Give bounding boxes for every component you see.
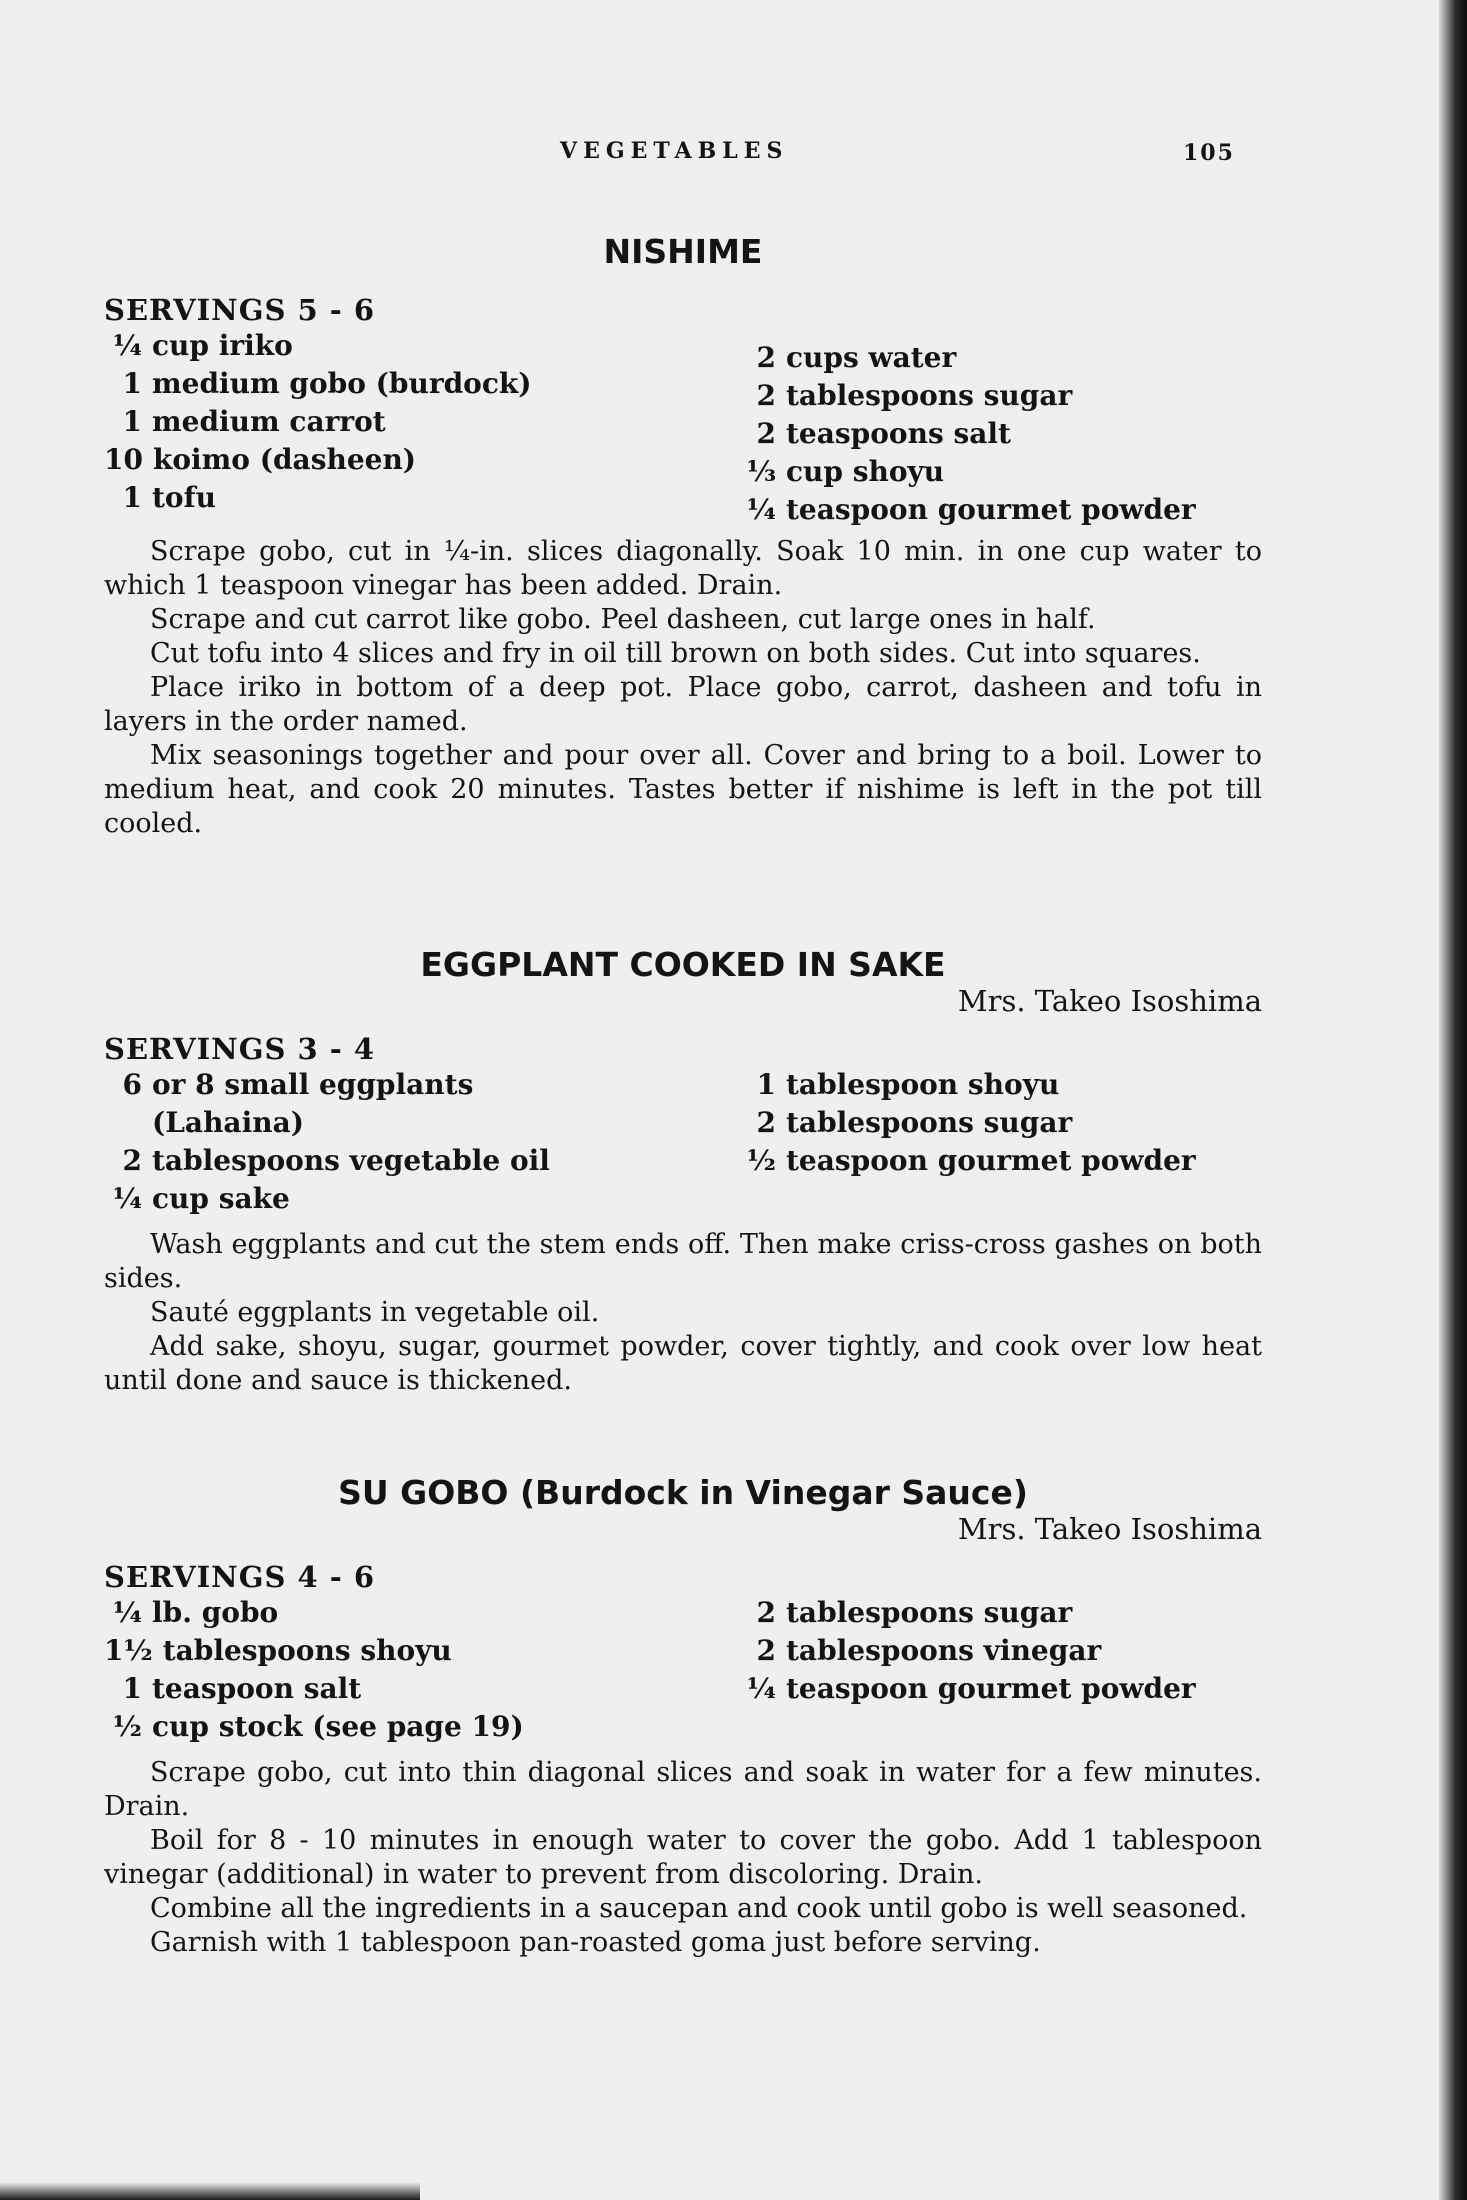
page-number: 105 <box>1183 140 1235 166</box>
method-paragraph: Add sake, shoyu, sugar, gourmet powder, cover tightly, and cook over low heat until done and sauce is thickened. <box>104 1331 1262 1396</box>
method-paragraph: Wash eggplants and cut the stem ends off. Then make criss-cross gashes on both sides. <box>104 1229 1262 1294</box>
ingredient: ½ teaspoon gourmet powder <box>746 1144 1196 1177</box>
ingredient: 2 teaspoons salt <box>756 417 1011 450</box>
ingredient: ¼ teaspoon gourmet powder <box>746 493 1196 526</box>
ingredient: 1 teaspoon salt <box>122 1672 362 1705</box>
ingredient: 2 tablespoons sugar <box>756 1106 1073 1139</box>
ingredient-list <box>104 327 1262 529</box>
method-paragraph: Scrape and cut carrot like gobo. Peel dasheen, cut large ones in half. <box>150 604 1096 635</box>
recipe-su-gobo <box>104 1473 1262 1960</box>
servings: SERVINGS 3 - 4 <box>104 1032 376 1066</box>
ingredient: 2 tablespoons vinegar <box>756 1634 1102 1667</box>
ingredient: 10 koimo (dasheen) <box>104 443 417 476</box>
ingredient: 2 cups water <box>756 341 957 374</box>
ingredients-right <box>638 327 1262 529</box>
ingredients-right <box>638 1594 1262 1746</box>
ingredient: 2 tablespoons sugar <box>756 1596 1073 1629</box>
method <box>104 535 1262 841</box>
ingredients-left <box>104 327 638 529</box>
ingredient: 1 tofu <box>122 481 217 514</box>
ingredient: ¼ cup sake <box>112 1182 290 1215</box>
method-paragraph: Scrape gobo, cut in ¼-in. slices diagonally. Soak 10 min. in one cup water to which 1 teaspoon vinegar has been added. Drain. <box>104 536 1262 601</box>
ingredient: ¼ teaspoon gourmet powder <box>746 1672 1196 1705</box>
ingredient: 1½ tablespoons shoyu <box>104 1634 452 1667</box>
method <box>104 1756 1262 1960</box>
recipe-title: EGGPLANT COOKED IN SAKE <box>420 945 946 984</box>
recipe-nishime <box>104 232 1262 841</box>
ingredient: 1 tablespoon shoyu <box>756 1068 1060 1101</box>
page-edge-shadow <box>1439 0 1467 2200</box>
ingredient: 2 tablespoons vegetable oil <box>122 1144 550 1177</box>
ingredient: ⅓ cup shoyu <box>747 455 945 488</box>
method-paragraph: Place iriko in bottom of a deep pot. Place gobo, carrot, dasheen and tofu in layers in the order named. <box>104 672 1262 737</box>
ingredient-list <box>104 1066 1262 1218</box>
page-edge-shadow-bottom <box>0 2182 420 2200</box>
method-paragraph: Scrape gobo, cut into thin diagonal slices and soak in water for a few minutes. Drain. <box>104 1757 1262 1822</box>
ingredient: ¼ lb. gobo <box>112 1596 279 1629</box>
ingredient: 1 medium carrot <box>122 405 386 438</box>
ingredients-left <box>104 1594 638 1746</box>
ingredient: ½ cup stock (see page 19) <box>112 1710 524 1743</box>
ingredient: ¼ cup iriko <box>112 329 293 362</box>
servings: SERVINGS 4 - 6 <box>104 1560 376 1594</box>
method-paragraph: Sauté eggplants in vegetable oil. <box>150 1297 600 1328</box>
method-paragraph: Boil for 8 - 10 minutes in enough water to cover the gobo. Add 1 tablespoon vinegar (additional) in water to prevent from discoloring. Drain. <box>104 1825 1262 1890</box>
ingredient: 2 tablespoons sugar <box>756 379 1073 412</box>
recipe-title: NISHIME <box>603 232 763 271</box>
method-paragraph: Garnish with 1 tablespoon pan-roasted goma just before serving. <box>150 1927 1041 1958</box>
recipe-eggplant-cooked-in-sake <box>104 945 1262 1398</box>
recipe-author: Mrs. Takeo Isoshima <box>957 1512 1262 1546</box>
ingredients-left <box>104 1066 638 1218</box>
ingredient: (Lahaina) <box>152 1106 304 1139</box>
ingredient: 1 medium gobo (burdock) <box>122 367 532 400</box>
method <box>104 1228 1262 1398</box>
method-paragraph: Combine all the ingredients in a saucepan and cook until gobo is well seasoned. <box>150 1893 1248 1924</box>
method-paragraph: Mix seasonings together and pour over all. Cover and bring to a boil. Lower to medium heat, and cook 20 minutes. Tastes better if nishime is left in the pot till cooled. <box>104 740 1262 839</box>
method-paragraph: Cut tofu into 4 slices and fry in oil till brown on both sides. Cut into squares. <box>150 638 1201 669</box>
recipe-title: SU GOBO (Burdock in Vinegar Sauce) <box>338 1473 1028 1512</box>
servings: SERVINGS 5 - 6 <box>104 293 376 327</box>
ingredient: 6 or 8 small eggplants <box>122 1068 474 1101</box>
running-head: VEGETABLES <box>560 138 789 164</box>
recipe-author: Mrs. Takeo Isoshima <box>957 984 1262 1018</box>
ingredient-list <box>104 1594 1262 1746</box>
ingredients-right <box>638 1066 1262 1218</box>
